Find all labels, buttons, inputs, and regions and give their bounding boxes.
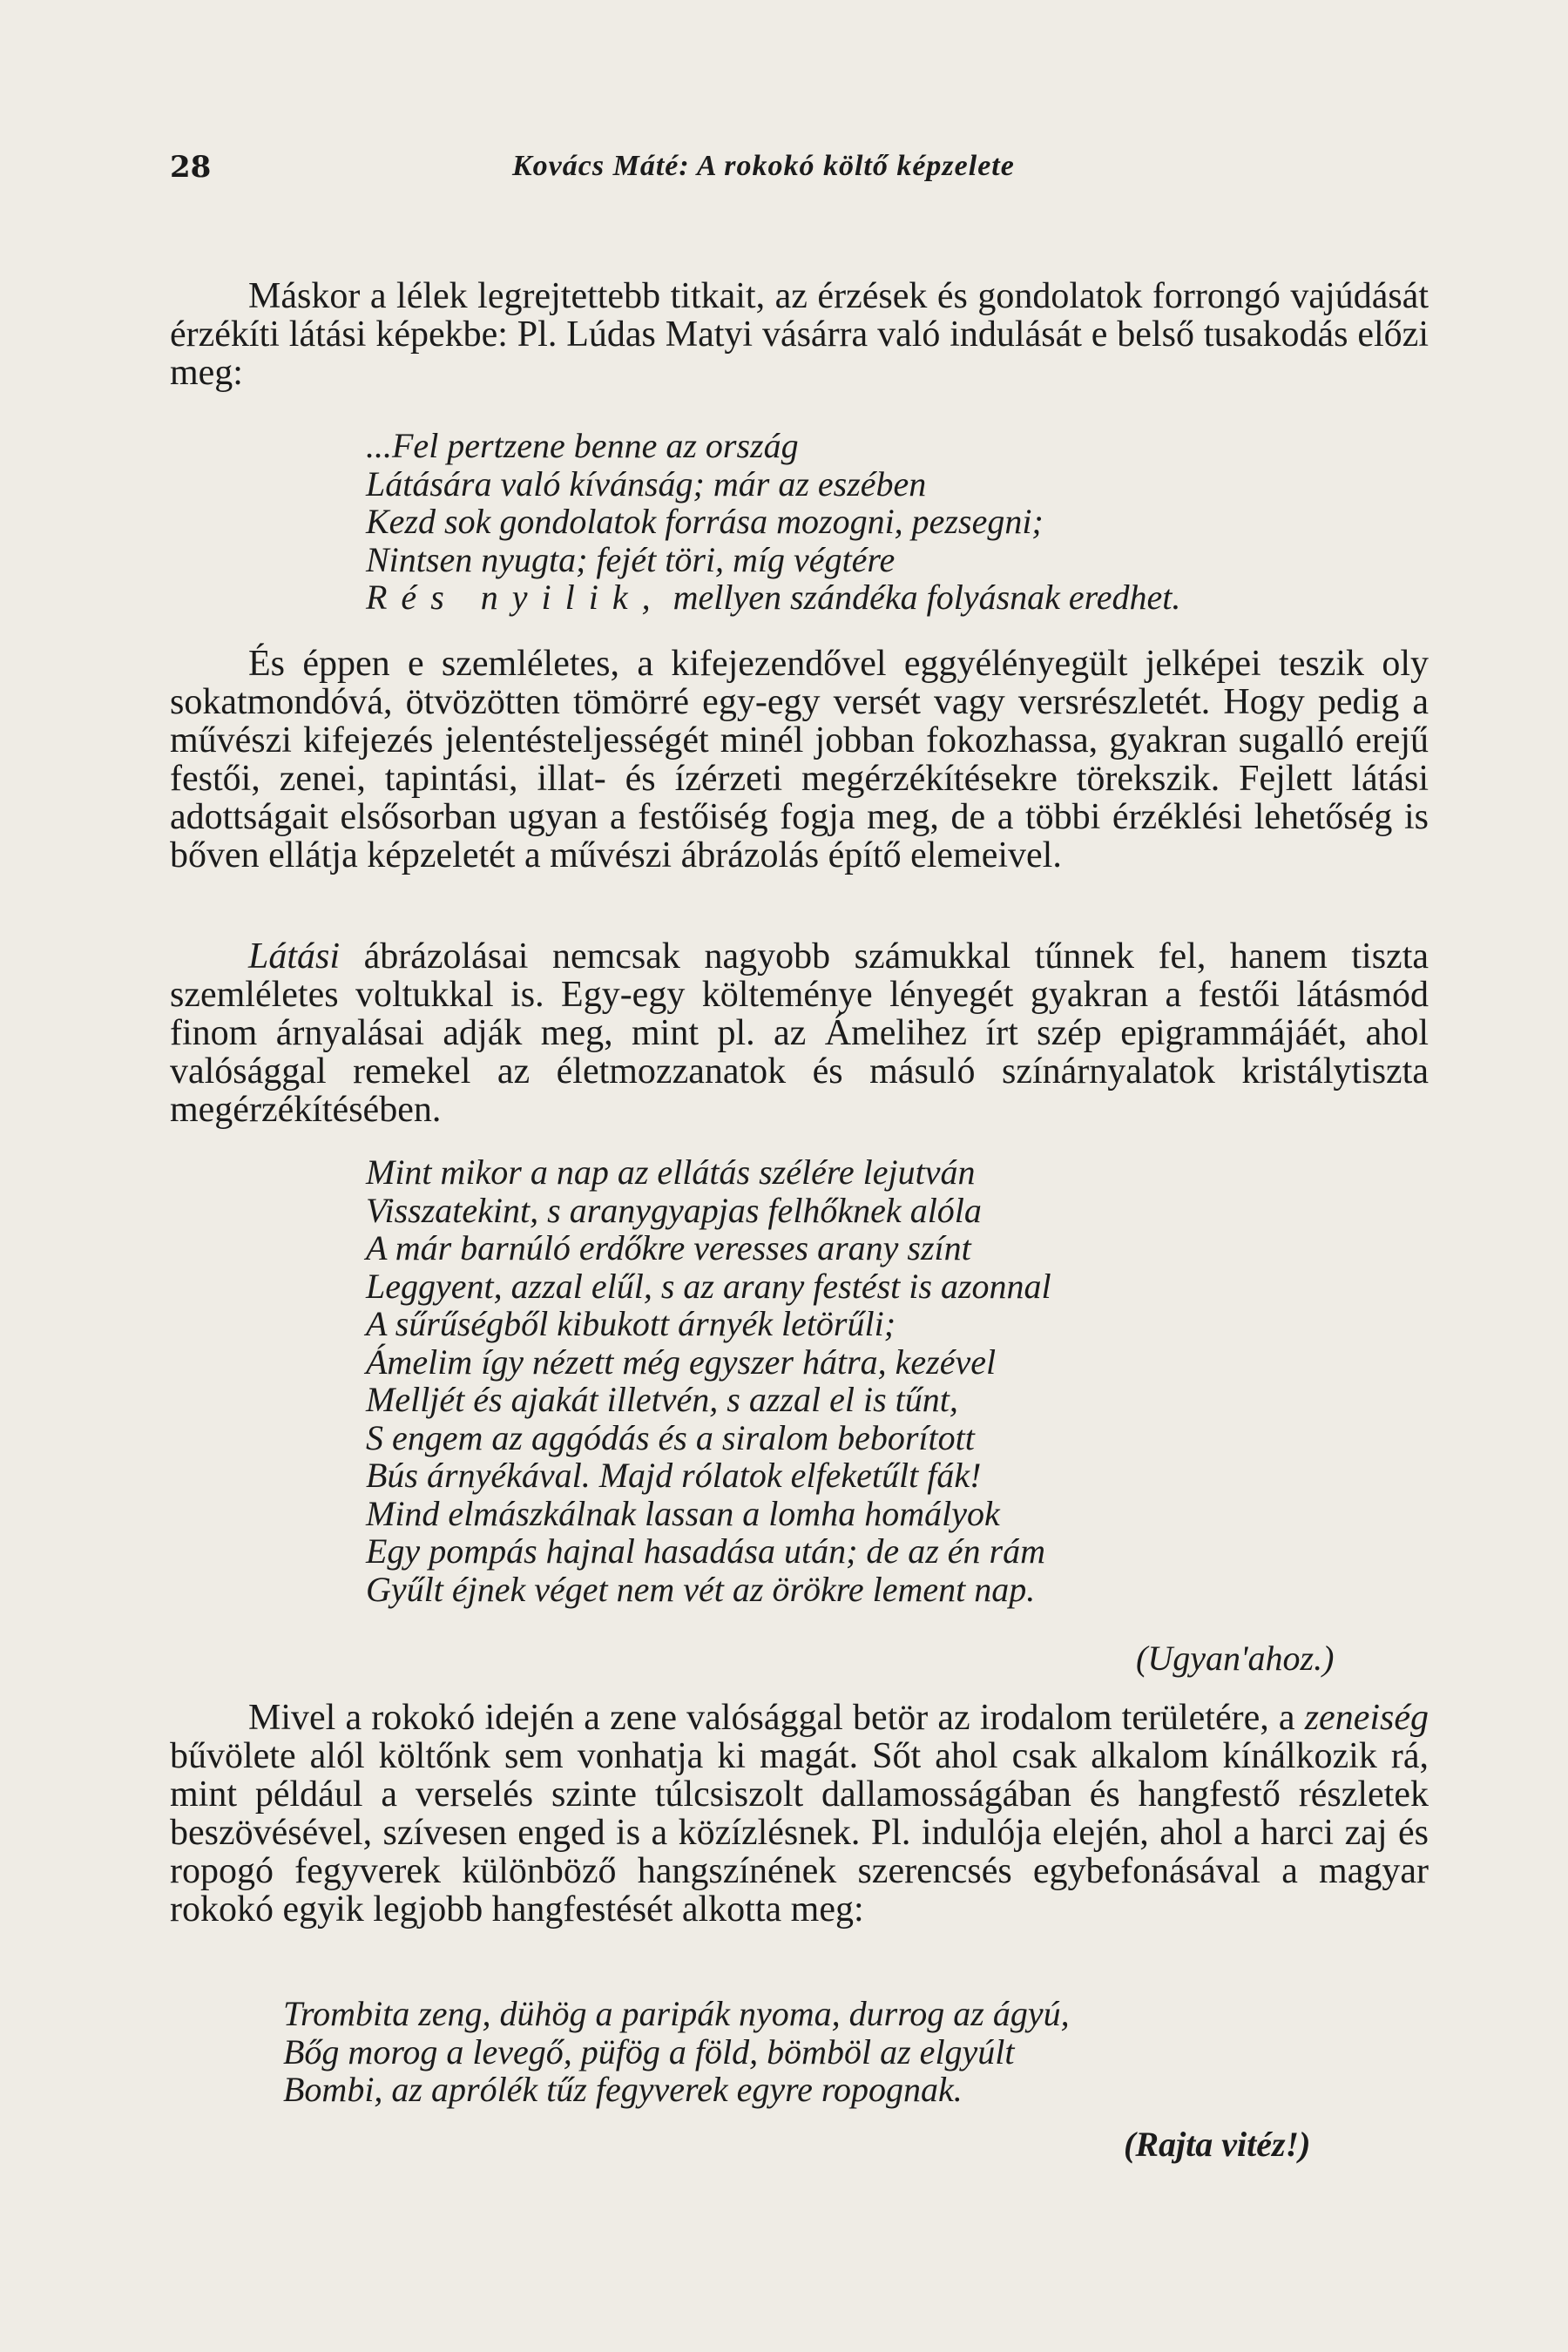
paragraph-3-text: ábrázolásai nemcsak nagyobb számukkal tűnnek fel, hanem tiszta szemléletes voltukkal is. Egy-egy költeménye lényegét gyakran a festői látásmód finom árnyalásai adják meg, mint pl. az Ámelihez írt szép epigrammájáét, ahol valósággal remekel az életmozzanatok és másuló színárnyalatok kristálytiszta megérzékítésében. xyxy=(170,936,1429,1130)
paragraph-4-block xyxy=(170,1699,1429,1929)
verse-ludas-matyi xyxy=(366,427,1180,617)
verse-line: Látására való kívánság; már az eszében xyxy=(366,463,927,504)
verse-line: Visszatekint, s aranygyapjas felhőknek alóla xyxy=(366,1190,982,1230)
attribution-ugyan-ahoz: (Ugyan'ahoz.) xyxy=(1136,1639,1335,1678)
verse-line: Trombita zeng, dühög a paripák nyoma, durrog az ágyú, xyxy=(283,1994,1070,2033)
paragraph-4-emphasis: zeneiség xyxy=(1304,1698,1429,1738)
verse-line: Mind elmászkálnak lassan a lomha homályok xyxy=(366,1493,1000,1533)
verse-line: S engem az aggódás és a siralom beborított xyxy=(366,1417,975,1457)
verse-line: A már barnúló erdőkre veresses arany színt xyxy=(366,1228,971,1267)
page-header xyxy=(170,150,1389,193)
paragraph-2-block xyxy=(170,645,1429,875)
verse-line: Egy pompás hajnal hasadása után; de az én rám xyxy=(366,1531,1045,1571)
verse-line: Melljét és ajakát illetvén, s azzal el is tűnt, xyxy=(366,1380,958,1419)
verse-line: Bombi, az aprólék tűz fegyverek egyre ropognak. xyxy=(283,2070,963,2109)
verse-line: Leggyent, azzal elűl, s az arany festést is azonnal xyxy=(366,1266,1051,1306)
verse-line: Ámelim így nézett még egyszer hátra, kezével xyxy=(366,1342,997,1382)
paragraph-3-emphasis: Látási xyxy=(248,936,341,977)
paragraph-4-text-a: Mivel a rokokó idején a zene valósággal betör az irodalom területére, a xyxy=(248,1698,1295,1738)
verse-line: Gyűlt éjnek véget nem vét az örökre lement nap. xyxy=(366,1569,1036,1609)
verse-line: Bús árnyékával. Majd rólatok elfeketűlt fák! xyxy=(366,1456,982,1495)
attribution-rajta-vitez: (Rajta vitéz!) xyxy=(1124,2125,1311,2164)
verse-line xyxy=(366,578,1180,617)
paragraph-4-text-b: bűvölete alól költőnk sem vonhatja ki magát. Sőt ahol csak alkalom kínálkozik rá, mint például a verselés szinte túlcsiszolt dallamosságában és hangfestő részletek beszövésével, szívesen enged is a közízlésnek. Pl. indulója elején, ahol a harci zaj és ropogó fegyverek különböző hangszínének szerencsés egybefonásával a magyar rokokó egyik legjobb hangfestését alkotta meg: xyxy=(170,1736,1429,1930)
paragraph-3 xyxy=(170,937,1429,1129)
verse-spaced-text: Rés nyilik, xyxy=(366,578,665,617)
running-title: Kovács Máté: A rokokó költő képzelete xyxy=(512,150,1015,182)
paragraph-1: Máskor a lélek legrejtettebb titkait, az érzések és gondolatok forrongó vajúdását érzékíti látási képekbe: Pl. Lúdas Matyi vásárra való indulását e belső tusakodás előzi meg: xyxy=(170,276,1429,393)
verse-line: Bőg morog a levegő, püfög a föld, bömböl az elgyúlt xyxy=(283,2031,1015,2072)
verse-line: Kezd sok gondolatok forrása mozogni, pezsegni; xyxy=(366,502,1044,541)
verse-line: Nintsen nyugta; fejét töri, míg végtére xyxy=(366,539,896,579)
verse-line: A sűrűségből kibukott árnyék letörűli; xyxy=(366,1304,896,1343)
paragraph-4 xyxy=(170,1699,1429,1929)
verse-ameli-epigram xyxy=(366,1153,1051,1608)
verse-line-rest: mellyen szándéka folyásnak eredhet. xyxy=(672,578,1181,617)
paragraph-2: És éppen e szemléletes, a kifejezendővel eggyélényegült jelképei teszik oly sokatmondóvá, ötvözötten tömörré egy-egy versét vagy versrészletét. Hogy pedig a művészi kifejezés jelentésteljességét minél jobban fokozhassa, gyakran sugalló erejű festői, zenei, tapintási, illat- és ízérzeti megérzékítésekre törekszik. Fejlett látási adottságait elsősorban ugyan a festőiség fogja meg, de a többi érzéklési lehetőség is bőven ellátja képzeletét a művészi ábrázolás építő elemeivel. xyxy=(170,644,1429,875)
page-number: 28 xyxy=(170,150,212,185)
verse-line: ...Fel pertzene benne az ország xyxy=(366,426,799,465)
paragraph-3-block xyxy=(170,937,1429,1129)
paragraph-1-block xyxy=(170,277,1429,392)
verse-line: Mint mikor a nap az ellátás szélére lejutván xyxy=(366,1152,976,1192)
verse-induloja xyxy=(283,1995,1070,2109)
